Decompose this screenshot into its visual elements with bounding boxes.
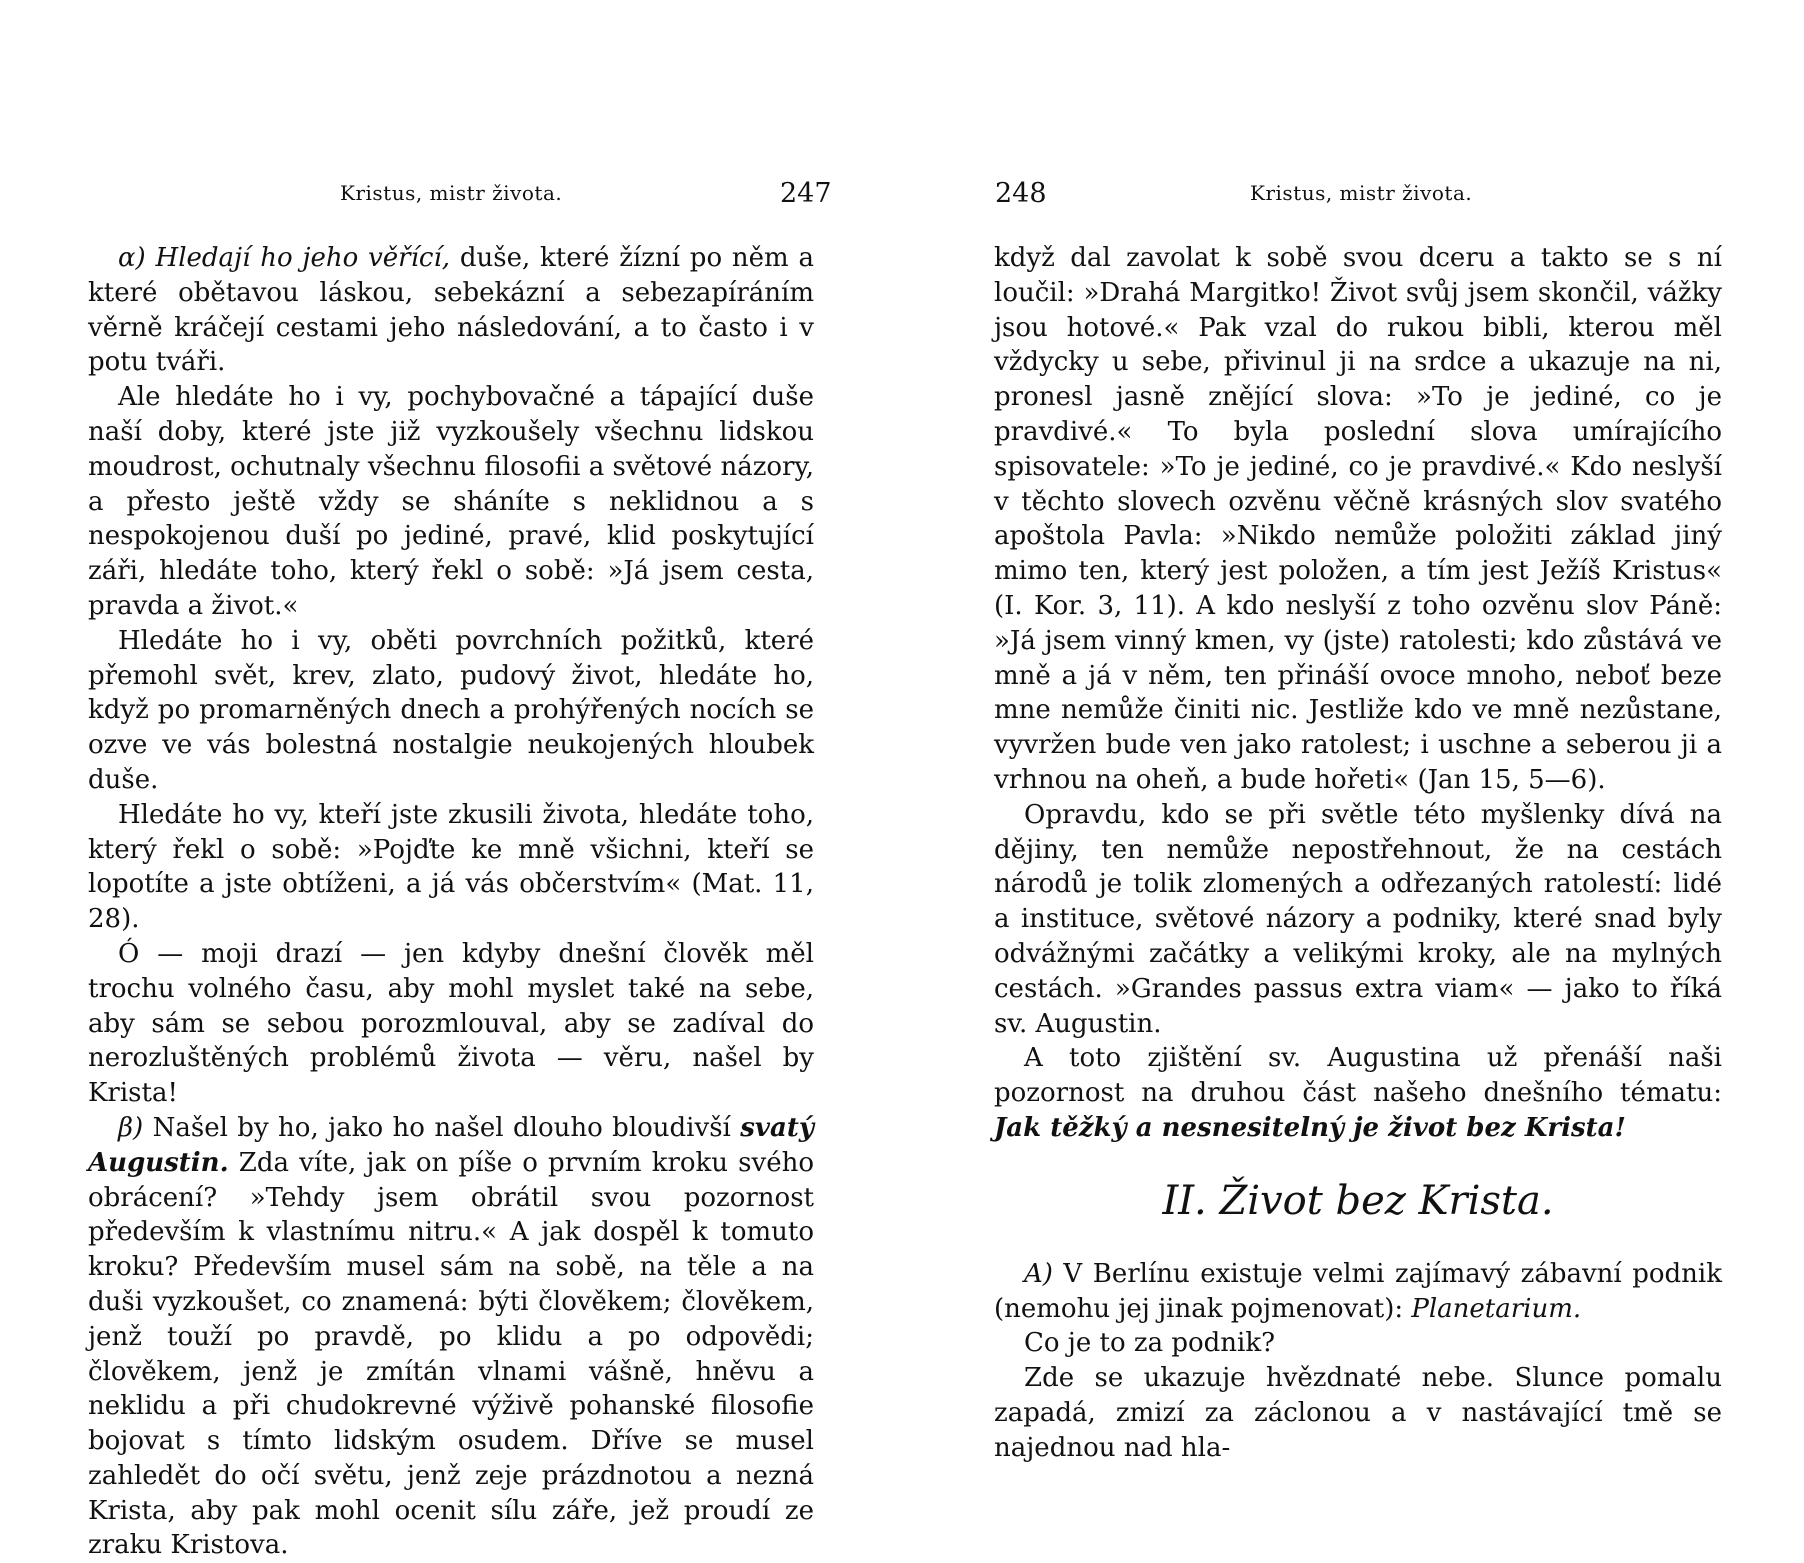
body-text [994, 241, 1722, 1466]
paragraph: A) V Berlínu existuje velmi zajímavý zábavní podnik (nemohu jej jinak pojmenovat): Planetarium. [994, 1258, 1722, 1324]
paragraph: α) Hledají ho jeho věřící, duše, které žízní po něm a které obětavou láskou, sebekázní a sebezapíráním věrně kráčejí cestami jeho následování, a to často i v potu tváři. [88, 243, 814, 378]
right-page [902, 0, 1804, 1500]
list-marker: A) [1024, 1258, 1053, 1289]
paragraph: β) Našel by ho, jako ho našel dlouho bloudivší svatý Augustin. Zda víte, jak on píše o prvním kroku svého obrácení? »Tehdy jsem obrátil svou pozornost především k vlastnímu nitru.« A jak dospěl k tomuto kroku? Především musel sám na sobě, na těle a na duši vyzkoušet, co znamená: býti člověkem; člověkem, jenž touží po pravdě, po klidu a po odpovědi; člověkem, jenž je zmítán vlnami vášně, hněvu a neklidu a při chudokrevné výživě pohanské filosofie bojovat s tímto lidským osudem. Dříve se musel zahledět do očí světu, jenž zeje prázdnotou a nezná Krista, aby pak mohl ocenit sílu záře, jež proudí ze zraku Kristova. [88, 1112, 814, 1561]
left-page [0, 0, 902, 1561]
paragraph: Zde se ukazuje hvězdnaté nebe. Slunce pomalu zapadá, zmizí za záclonou a v nastávající tmě se najednou nad hla- [994, 1363, 1722, 1463]
paragraph: Hledáte ho vy, kteří jste zkusili života, hledáte toho, který řekl o sobě: »Pojďte ke mně všichni, kteří se lopotíte a jste obtíženi, a já vás občerstvím« (Mat. 11, 28). [88, 799, 814, 935]
emphasis: Hledají ho jeho věřící, [155, 243, 451, 273]
section-heading: II. Život bez Krista. [1162, 1177, 1554, 1224]
running-title: Kristus, mistr života. [340, 181, 563, 205]
list-marker: β) [118, 1112, 153, 1143]
emphasis: Planetarium. [1411, 1293, 1582, 1324]
list-marker: α) [118, 243, 156, 273]
emphasis: Jak těžký a nesnesitelný je život bez Krista! [994, 1112, 1626, 1143]
body-text [88, 241, 814, 1563]
paragraph: Hledáte ho i vy, oběti povrchních požitků, které přemohl svět, krev, zlato, pudový život, hledáte ho, když po promarněných dnech a prohýřených nocích se ozve ve vás bolestná nostalgie neukojených hloubek duše. [88, 625, 814, 795]
page-number: 248 [995, 178, 1047, 209]
paragraph: když dal zavolat k sobě svou dceru a takto se s ní loučil: »Drahá Margitko! Život svůj jsem skončil, vážky jsou hotové.« Pak vzal do rukou bibli, kterou měl vždycky u sebe, přivinul ji na srdce a ukazuje na ni, pronesl jasně znějící slova: »To je jediné, co je pravdivé.« To byla poslední slova umírajícího spisovatele: »To je jediné, co je pravdivé.« Kdo neslyší v těchto slovech ozvěnu věčně krásných slov svatého apoštola Pavla: »Nikdo nemůže položiti základ jiný mimo ten, který jest položen, a tím jest Ježíš Kristus« (I. Kor. 3, 11). A kdo neslyší z toho ozvěnu slov Páně: »Já jsem vinný kmen, vy (jste) ratolesti; kdo zůstává ve mně a já v něm, ten přináší ovoce mnoho, neboť beze mne nemůže činiti nic. Jestliže kdo ve mně nezůstane, vyvržen bude ven jako ratolest; i uschne a seberou ji a vrhnou na oheň, a bude hořeti« (Jan 15, 5—6). [994, 243, 1722, 795]
paragraph: Opravdu, kdo se při světle této myšlenky dívá na dějiny, ten nemůže nepostřehnout, že na cestách národů je tolik zlomených a odřezaných ratolestí: lidé a instituce, světové názory a podniky, které snad byly odvážnými začátky a velikými kroky, ale na mylných cestách. »Grandes passus extra viam« — jako to říká sv. Augustin. [994, 799, 1722, 1039]
running-title: Kristus, mistr života. [1250, 181, 1473, 205]
paragraph: Ó — moji drazí — jen kdyby dnešní člověk měl trochu volného času, aby mohl myslet také na sebe, aby sám se sebou porozmlouval, aby se zadíval do nerozluštěných problémů života — věru, našel by Krista! [88, 938, 814, 1109]
page-number: 247 [780, 178, 832, 209]
paragraph: Ale hledáte ho i vy, pochybovačné a tápající duše naší doby, které jste již vyzkoušely všechnu lidskou moudrost, ochutnaly všechnu filosofii a světové názory, a přesto ještě vždy se sháníte s neklidnou a s nespokojenou duší po jediné, pravé, klid poskytující záři, hledáte toho, který řekl o sobě: »Já jsem cesta, pravda a život.« [88, 382, 814, 621]
paragraph: Co je to za podnik? [1024, 1328, 1276, 1359]
paragraph: A toto zjištění sv. Augustina už přenáší naši pozornost na druhou část našeho dnešního tématu: Jak těžký a nesnesitelný je život bez Krista! [994, 1043, 1722, 1143]
emphasis: svatý Augustin. [88, 1112, 814, 1178]
